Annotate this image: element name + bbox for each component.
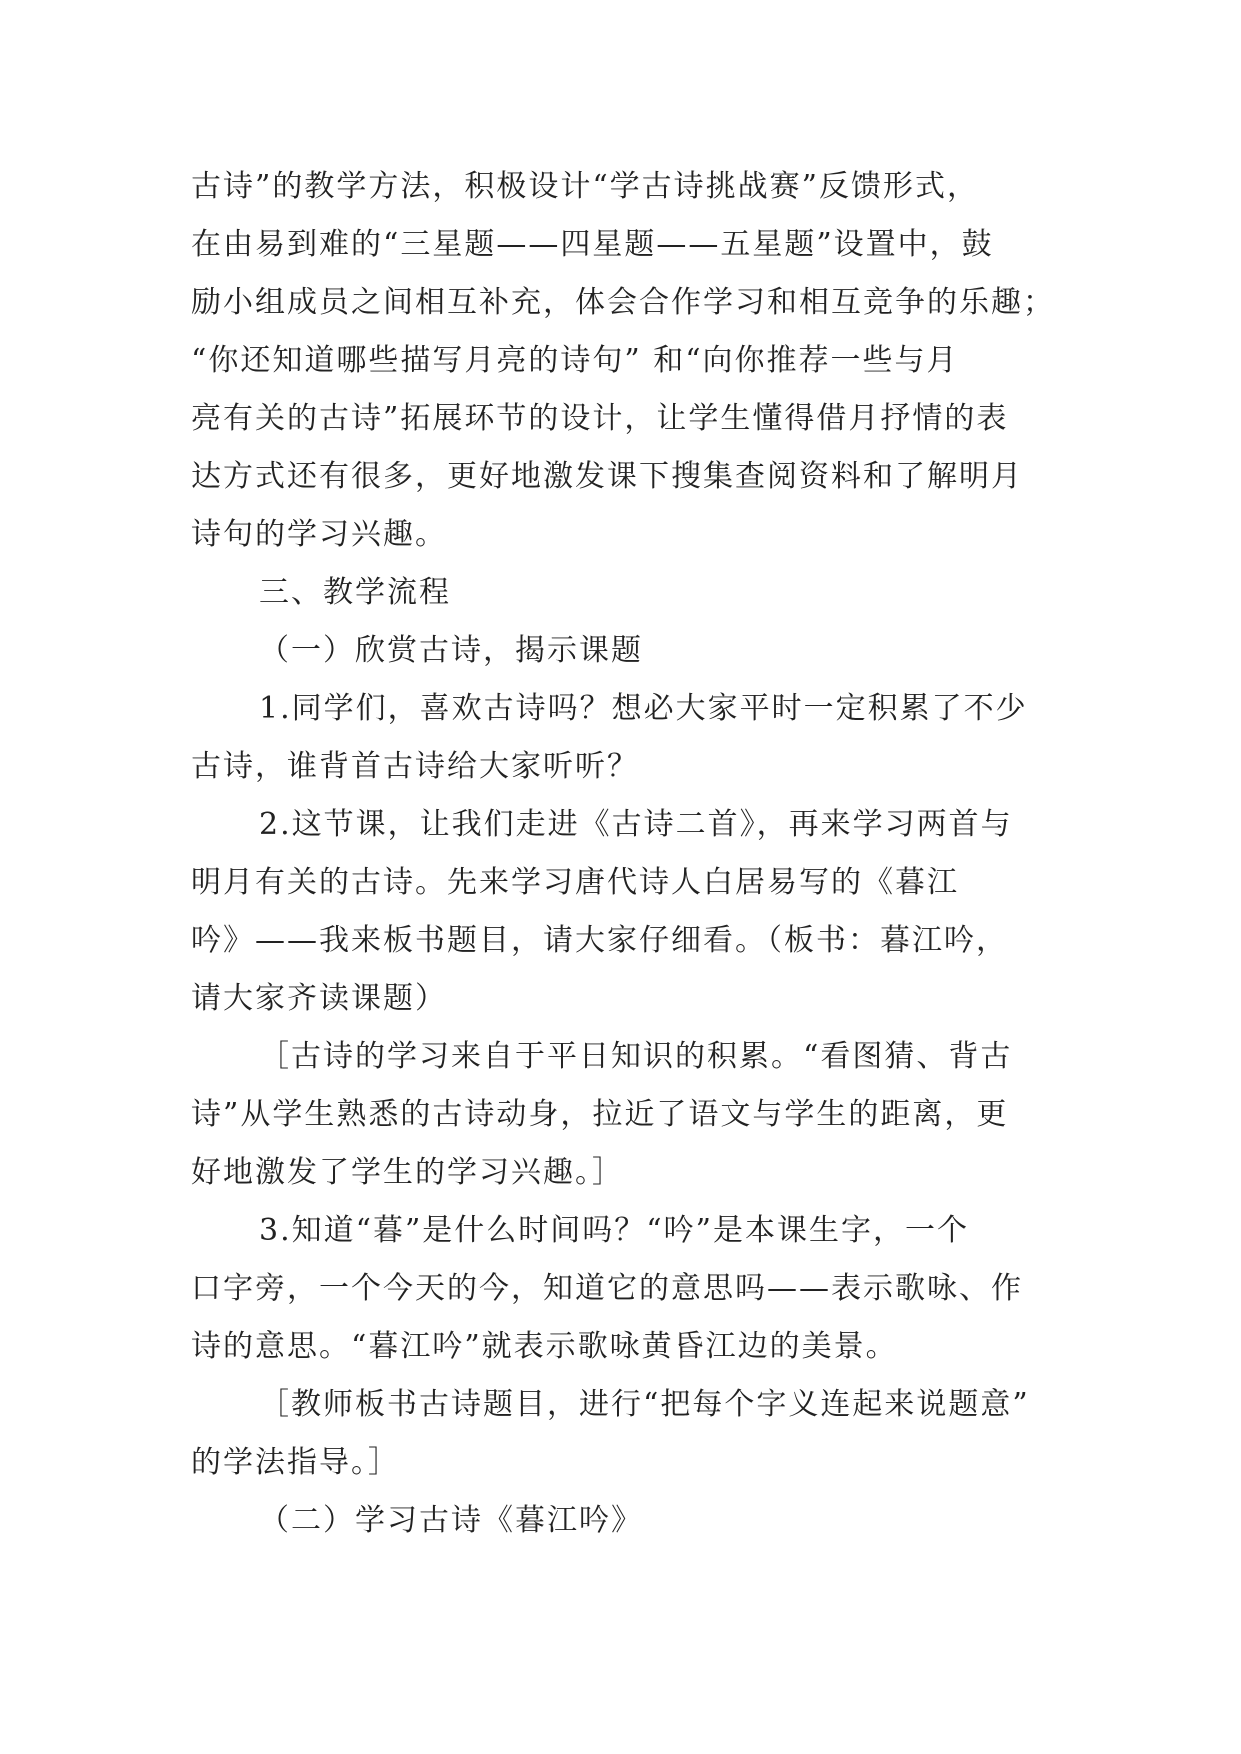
text-line: “你还知道哪些描写月亮的诗句” 和“向你推荐一些与月 [191,343,959,378]
text-line: 诗句的学习兴趣。 [191,517,447,552]
text-line: 亮有关的古诗”拓展环节的设计，让学生懂得借月抒情的表 [191,401,1009,436]
commentary-line: 诗”从学生熟悉的古诗动身，拉近了语文与学生的距离，更 [191,1097,1009,1132]
commentary-line: ［古诗的学习来自于平日知识的积累。“看图猜、背古 [259,1039,1013,1074]
text-line: 1.同学们，喜欢古诗吗？想必大家平时一定积累了不少 [259,691,1028,726]
text-line: 在由易到难的“三星题——四星题——五星题”设置中，鼓 [191,227,994,262]
commentary-line: ［教师板书古诗题目，进行“把每个字义连起来说题意” [259,1387,1030,1422]
text-line: 励小组成员之间相互补充，体会合作学习和相互竞争的乐趣； [191,285,1055,320]
text-line: 古诗，谁背首古诗给大家听听？ [191,749,639,784]
section-heading: 三、教学流程 [259,575,451,610]
commentary-line: 好地激发了学生的学习兴趣。］ [191,1155,624,1190]
subsection-heading: （二）学习古诗《暮江吟》 [259,1503,643,1538]
subsection-heading: （一）欣赏古诗，揭示课题 [259,633,643,668]
text-line: 明月有关的古诗。先来学习唐代诗人白居易写的《暮江 [191,865,959,900]
text-line: 2.这节课，让我们走进《古诗二首》，再来学习两首与 [259,807,1013,842]
text-line: 吟》——我来板书题目，请大家仔细看。（板书：暮江吟， [191,923,1008,958]
text-line: 达方式还有很多，更好地激发课下搜集查阅资料和了解明月 [191,459,1023,494]
text-line: 3.知道“暮”是什么时间吗？“吟”是本课生字，一个 [259,1213,969,1248]
text-line: 诗的意思。“暮江吟”就表示歌咏黄昏江边的美景。 [191,1329,898,1364]
body-text [191,158,1061,1550]
text-line: 请大家齐读课题） [191,981,447,1016]
text-line: 口字旁，一个今天的今，知道它的意思吗——表示歌咏、作 [191,1271,1023,1306]
text-line: 古诗”的教学方法，积极设计“学古诗挑战赛”反馈形式， [191,169,980,204]
commentary-line: 的学法指导。］ [191,1445,400,1480]
